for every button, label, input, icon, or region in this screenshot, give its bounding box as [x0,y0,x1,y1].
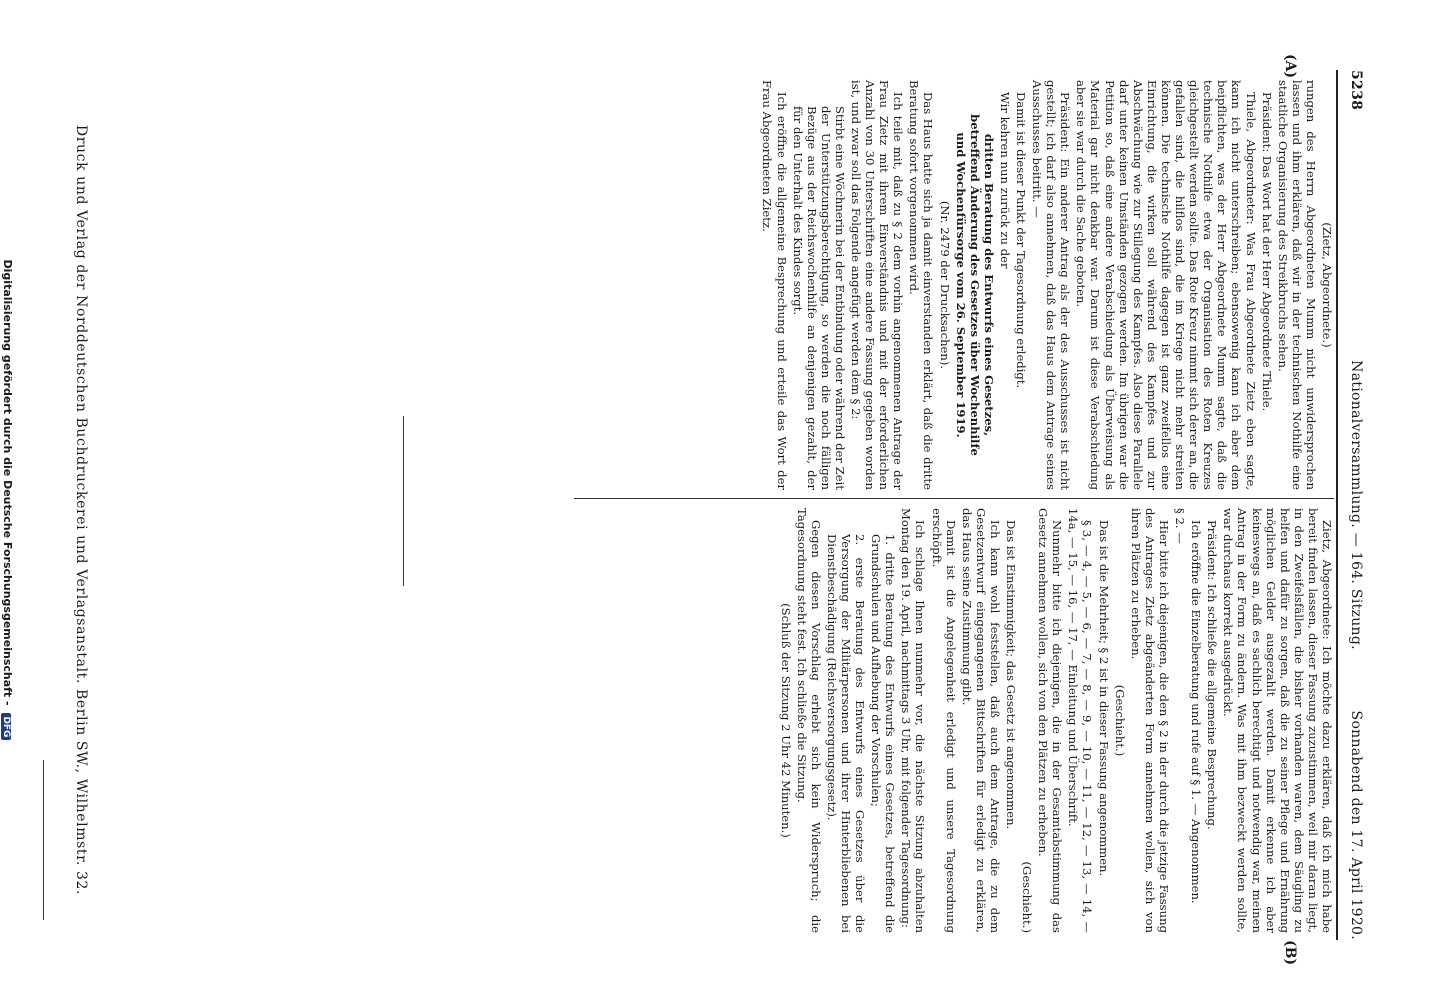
paragraph: Das ist die Mehrheit; § 2 ist in dieser Fassung angenommen. [1096,520,1111,877]
paragraph: Hier bitte ich diejenigen, die den § 2 in der durch die jetzige Fassung des Antrages Zietz abgeänderten Form annehmen wollen, sich von ihren Plätzen zu erheben. [1128,508,1171,933]
paragraph: Zietz, Abgeordnete: Ich möchte dazu erklären, daß ich mich habe bereit finden lassen, dieser Fassung zuzustimmen, weil mir daran liegt, in den Zweifelsfällen, die bisher vorhanden waren, dem Säugling zu helfen und dafür zu sorgen, daß die zu seiner Pflege und Ernährung möglichen Gelder ausgezahlt werden. Damit erkenne ich aber keineswegs an, daß es sachlich berechtigt und notwendig war, meinen Antrag in der Form zu ändern. Was mit ihm bezweckt werden sollte, war durchaus korrekt ausgedrückt. [1221,508,1334,933]
speaker-continuation: (Zietz, Abgeordnete.) [1320,222,1334,348]
paragraph: Präsident: Das Wort hat der Herr Abgeordnete Thiele. [1259,92,1274,412]
agenda-item: 1. dritte Beratung des Entwurfs eines Gesetzes, betreffend die Grundschulen und Aufhebung der Vorschulen; [869,534,898,933]
header-title: Nationalversammlung. — 164. Sitzung. [1348,360,1364,650]
agenda-heading: dritten Beratung des Entwurfs eines Gesetzes, betreffend Änderung des Gesetzes über Wochenhilfe und Wochenfürsorge vom 26. September 1919. [953,114,996,456]
paragraph: rungen des Herrn Abgeordneten Mumm nicht unwidersprochen lassen und ihm erklären, daß wir in der technischen Nothilfe eine staatliche Organisierung des Streikbruchs sehen. [1275,80,1318,490]
header-date: Sonnabend den 17. April 1920. [1348,710,1364,940]
quoted-amendment: Stirbt eine Wöchnerin bei der Entbindung oder während der Zeit der Unterstützungsberechtigung, so werden die noch fälligen Bezüge aus der Reichswochenhilfe an denjenigen gezahlt, der für den Unterhalt des Kindes sorgt. [790,106,847,490]
paragraph: Damit ist die Angelegenheit erledigt und unsere Tagesordnung erschöpft. [929,508,958,933]
agenda-reference: (Nr. 2479 der Drucksachen). [937,200,952,370]
paragraph: Wir kehren nun zurück zu der [997,92,1012,269]
paragraph: Thiele, Abgeordneter: Was Frau Abgeordnete Zietz eben sagte, kann ich nicht unterschreiben; ebensowenig kann ich aber dem beipflichten, was der Herr Abgeordnete Mumm sagte, daß die technische Nothilfe etwa der Organisation des Roten Kreuzes gleichgestellt werden sollte. Das Rote Kreuz nimmt sich derer an, die gefallen sind, die hilflos sind, die im Kriege nicht mehr streiten können. Die technische Nothilfe dagegen ist ganz zweifellos eine Einrichtung, die wirken soll während des Kampfes und zur Abschwächung wie zur Stillegung des Kampfes. Also diese Parallele darf unter keinen Umständen gezogen werden. Im übrigen war die Petition so, daß eine andere Verabschiedung als Überweisung als Material gar nicht denkbar war. Darum ist diese Verabschiedung aber sie war durch die Sache geboten. [1074,80,1258,490]
paragraph: Das ist Einstimmigkeit; das Gesetz ist angenommen. [1004,520,1019,830]
footer-rule [43,760,44,920]
page-header [1340,70,1364,940]
digitization-text: Digitalisierung gefördert durch die Deutsche Forschungsgemeinschaft - [1,259,14,706]
session-close: (Schluß der Sitzung 2 Uhr 42 Minuten.) [778,603,793,838]
paragraph: Ich schlage Ihnen nunmehr vor, die nächste Sitzung abzuhalten Montag den 19. April, nachmittags 3 Uhr, mit folgender Tagesordnung: [899,508,928,933]
printer-imprint: Druck und Verlag der Norddeutschen Buchdruckerei und Verlagsanstalt. Berlin SW., Wilhelmstr. 32. [73,124,89,896]
paragraph: Gegen diesen Vorschlag erhebt sich kein Widerspruch; die Tagesordnung steht fest. Ich schließe die Sitzung. [794,508,823,933]
paragraph: § 3, — 4, — 5, — 6, — 7, — 8, — 9, — 10, — 11, — 12, — 13, — 14, — 14a, — 15, — 16, — 17, — Einleitung und Überschrift. [1066,508,1095,933]
margin-marker-b: (B) [1282,940,1298,966]
paragraph: Präsident: Ich schließe die allgemeine Besprechung. [1205,520,1220,830]
agenda-item: 2. erste Beratung des Entwurfs eines Gesetzes über die Versorgung der Militärpersonen und ihrer Hinterbliebenen bei Dienstbeschädigung (Reichsversorgungsgesetz). [824,534,868,933]
paragraph: Das Haus hatte sich ja damit einverstanden erklärt, daß die dritte Beratung sofort vorgenommen wird. [907,80,936,490]
page-number: 5238 [1348,70,1364,111]
section-rule [403,416,404,586]
paragraph: Ich eröffne die allgemeine Besprechung und erteile das Wort der Frau Abgeordneten Zietz. [760,80,789,490]
paragraph: Ich kann wohl feststellen, daß auch dem Antrage, die zu dem Gesetzentwurf eingegangenen Bittschriften für erledigt zu erklären, das Haus seine Zustimmung gibt. [959,508,1002,933]
margin-marker-a: (A) [1282,54,1298,79]
paragraph: Präsident: Ein anderer Antrag als der des Ausschusses ist nicht gestellt; ich darf also annehmen, daß das Haus dem Antrage seines Ausschusses beitritt. — [1030,80,1073,490]
stage-direction: (Geschieht.) [1020,861,1035,933]
digitization-credit [1,0,14,1000]
paragraph: Ich eröffne die Einzelberatung und rufe auf § 1. — Angenommen. [1189,520,1204,904]
column-divider [574,498,1334,499]
dfg-logo-icon: DFG [1,713,11,740]
paragraph: Nunmehr bitte ich diejenigen, die in der Gesamtabstimmung das Gesetz annehmen wollen, sich von den Plätzen zu erheben. [1036,508,1065,933]
paragraph: Ich teile mit, daß zu § 2 dem vorhin angenommenen Antrage der Frau Zietz mit ihrem Einverständnis und mit der erforderlichen Anzahl von 30 Unterschriften eine andere Fassung gegeben worden ist, und zwar soll das Folgende angefügt werden dem § 2: [849,80,906,490]
stage-direction: (Geschieht.) [1112,684,1127,757]
right-column [777,508,1334,933]
header-rule [1336,70,1338,940]
left-column [758,80,1334,490]
paragraph: § 2. — [1173,508,1188,544]
paragraph: Damit ist dieser Punkt der Tagesordnung erledigt. [1014,92,1029,389]
